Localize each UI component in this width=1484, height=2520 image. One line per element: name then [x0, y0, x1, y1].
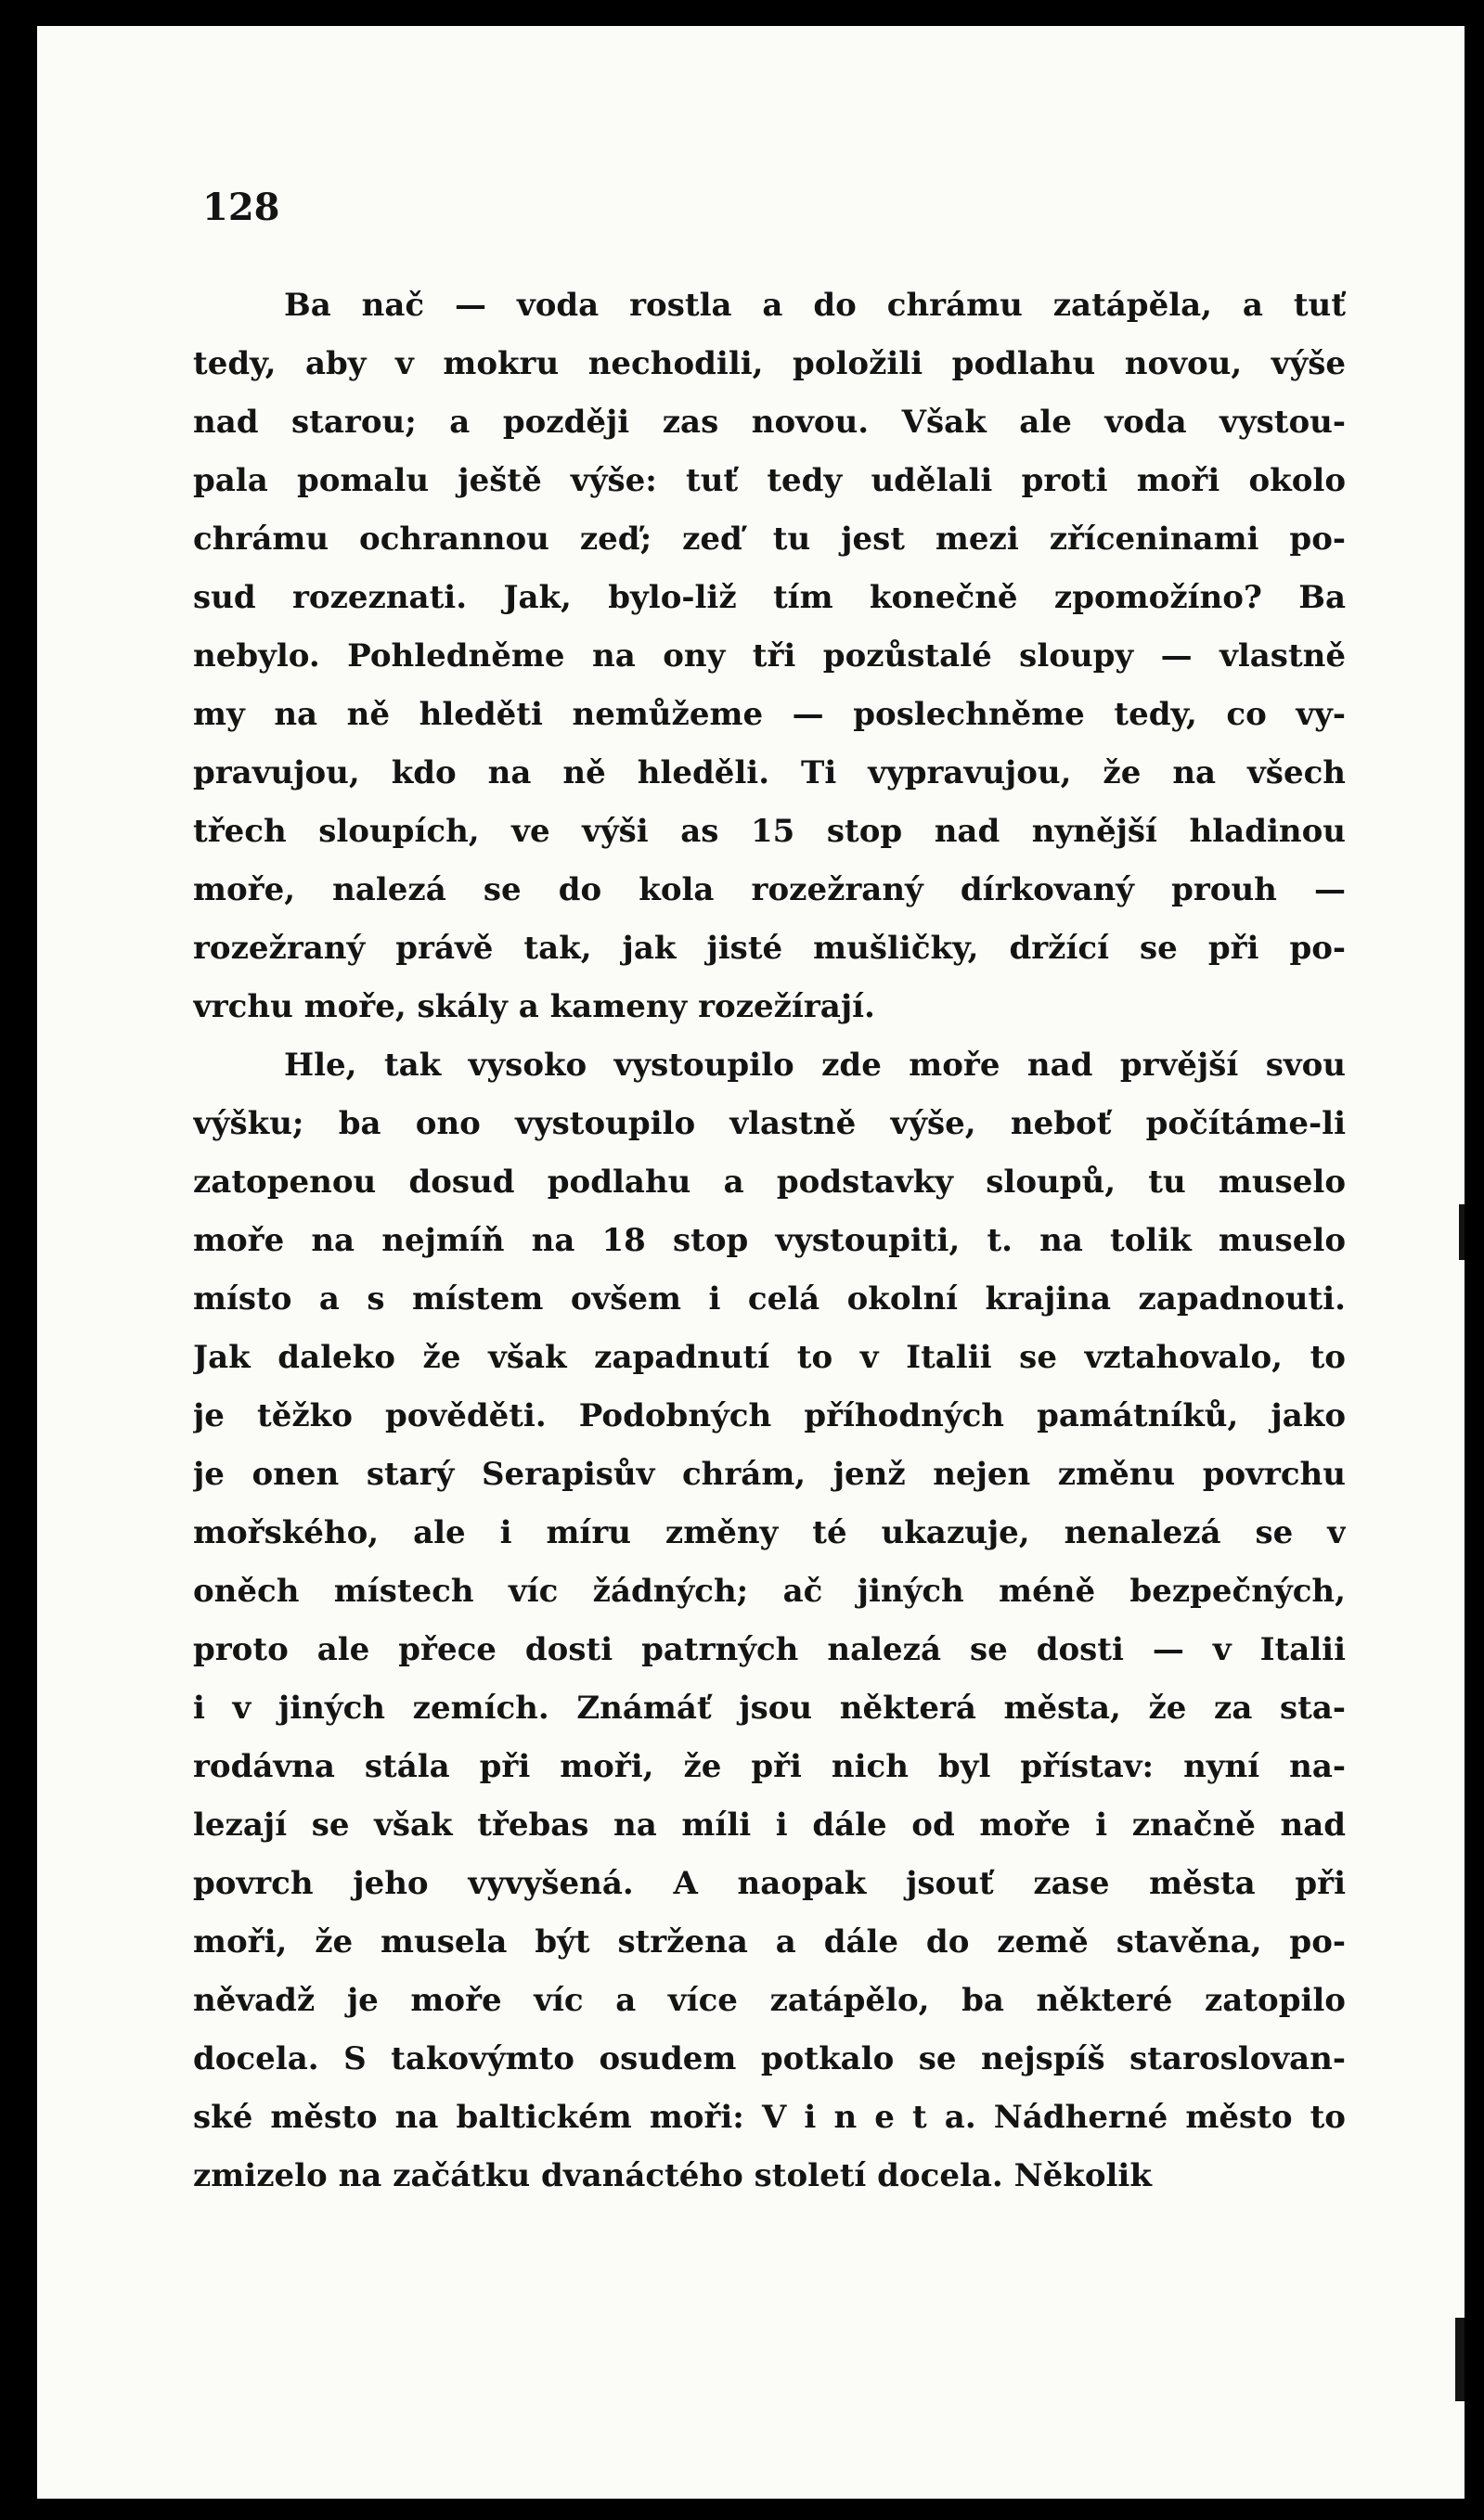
text-line: sud rozeznati. Jak, bylo-liž tím konečně zpomožíno? Ba [193, 579, 1346, 616]
text-line: proto ale přece dosti patrných nalezá se dosti — v Italii [193, 1631, 1346, 1668]
text-line: pravujou, kdo na ně hleděli. Ti vypravujou, že na všech [193, 754, 1346, 791]
text-line: pala pomalu ještě výše: tuť tedy udělali proti moři okolo [193, 462, 1346, 499]
text-line: Hle, tak vysoko vystoupilo zde moře nad prvější svou [284, 1047, 1346, 1084]
text-line: mořského, ale i míru změny té ukazuje, nenalezá se v [193, 1514, 1346, 1551]
right-edge-mark [1459, 1204, 1465, 1260]
text-line: i v jiných zemích. Známáť jsou některá města, že za sta- [193, 1690, 1346, 1727]
text-line: nad starou; a později zas novou. Však ale voda vystou- [193, 404, 1346, 441]
paragraph-1 [193, 276, 1346, 1036]
paragraph-2 [193, 1036, 1346, 2205]
text-line: něvadž je moře víc a více zatápělo, ba některé zatopilo [193, 1982, 1346, 2019]
text-line: třech sloupích, ve výši as 15 stop nad nynější hladinou [193, 813, 1346, 850]
text-line: zmizelo na začátku dvanáctého století docela. Několik [193, 2157, 1152, 2194]
body-text [193, 276, 1346, 2205]
text-line: moře, nalezá se do kola rozežraný dírkovaný prouh — [193, 871, 1346, 908]
text-line: je onen starý Serapisův chrám, jenž nejen změnu povrchu [193, 1456, 1346, 1493]
text-line: nebylo. Pohledněme na ony tři pozůstalé sloupy — vlastně [193, 637, 1346, 675]
text-line: moře na nejmíň na 18 stop vystoupiti, t. na tolik muselo [193, 1222, 1346, 1259]
text-line: moři, že musela být stržena a dále do země stavěna, po- [193, 1923, 1346, 1961]
text-line: docela. S takovýmto osudem potkalo se nejspíš staroslovan- [193, 2040, 1346, 2077]
text-line: je těžko pověděti. Podobných příhodných památníků, jako [193, 1397, 1346, 1434]
text-line: Jak daleko že však zapadnutí to v Italii se vztahovalo, to [193, 1339, 1346, 1376]
text-line: oněch místech víc žádných; ač jiných méně bezpečných, [193, 1573, 1346, 1610]
text-line: vrchu moře, skály a kameny rozežírají. [193, 988, 875, 1025]
text-line: zatopenou dosud podlahu a podstavky sloupů, tu muselo [193, 1164, 1346, 1201]
page-number: 128 [202, 186, 280, 229]
text-line: rodávna stála při moři, že při nich byl přístav: nyní na- [193, 1748, 1346, 1785]
right-edge-notch [1455, 2318, 1465, 2401]
text-line: lezají se však třebas na míli i dále od moře i značně nad [193, 1806, 1346, 1844]
text-line: ské město na baltickém moři: V i n e t a. Nádherné město to [193, 2099, 1346, 2136]
text-line: my na ně hleděti nemůžeme — poslechněme tedy, co vy- [193, 696, 1346, 733]
text-line: rozežraný právě tak, jak jisté mušličky, držící se při po- [193, 930, 1346, 967]
text-line: Ba nač — voda rostla a do chrámu zatápěla, a tuť [284, 287, 1346, 324]
text-line: výšku; ba ono vystoupilo vlastně výše, neboť počítáme-li [193, 1105, 1346, 1142]
text-line: tedy, aby v mokru nechodili, položili podlahu novou, výše [193, 345, 1346, 382]
text-line: povrch jeho vyvyšená. A naopak jsouť zase města při [193, 1865, 1346, 1902]
text-line: chrámu ochrannou zeď; zeď tu jest mezi zříceninami po- [193, 521, 1346, 558]
text-line: místo a s místem ovšem i celá okolní krajina zapadnouti. [193, 1280, 1346, 1318]
